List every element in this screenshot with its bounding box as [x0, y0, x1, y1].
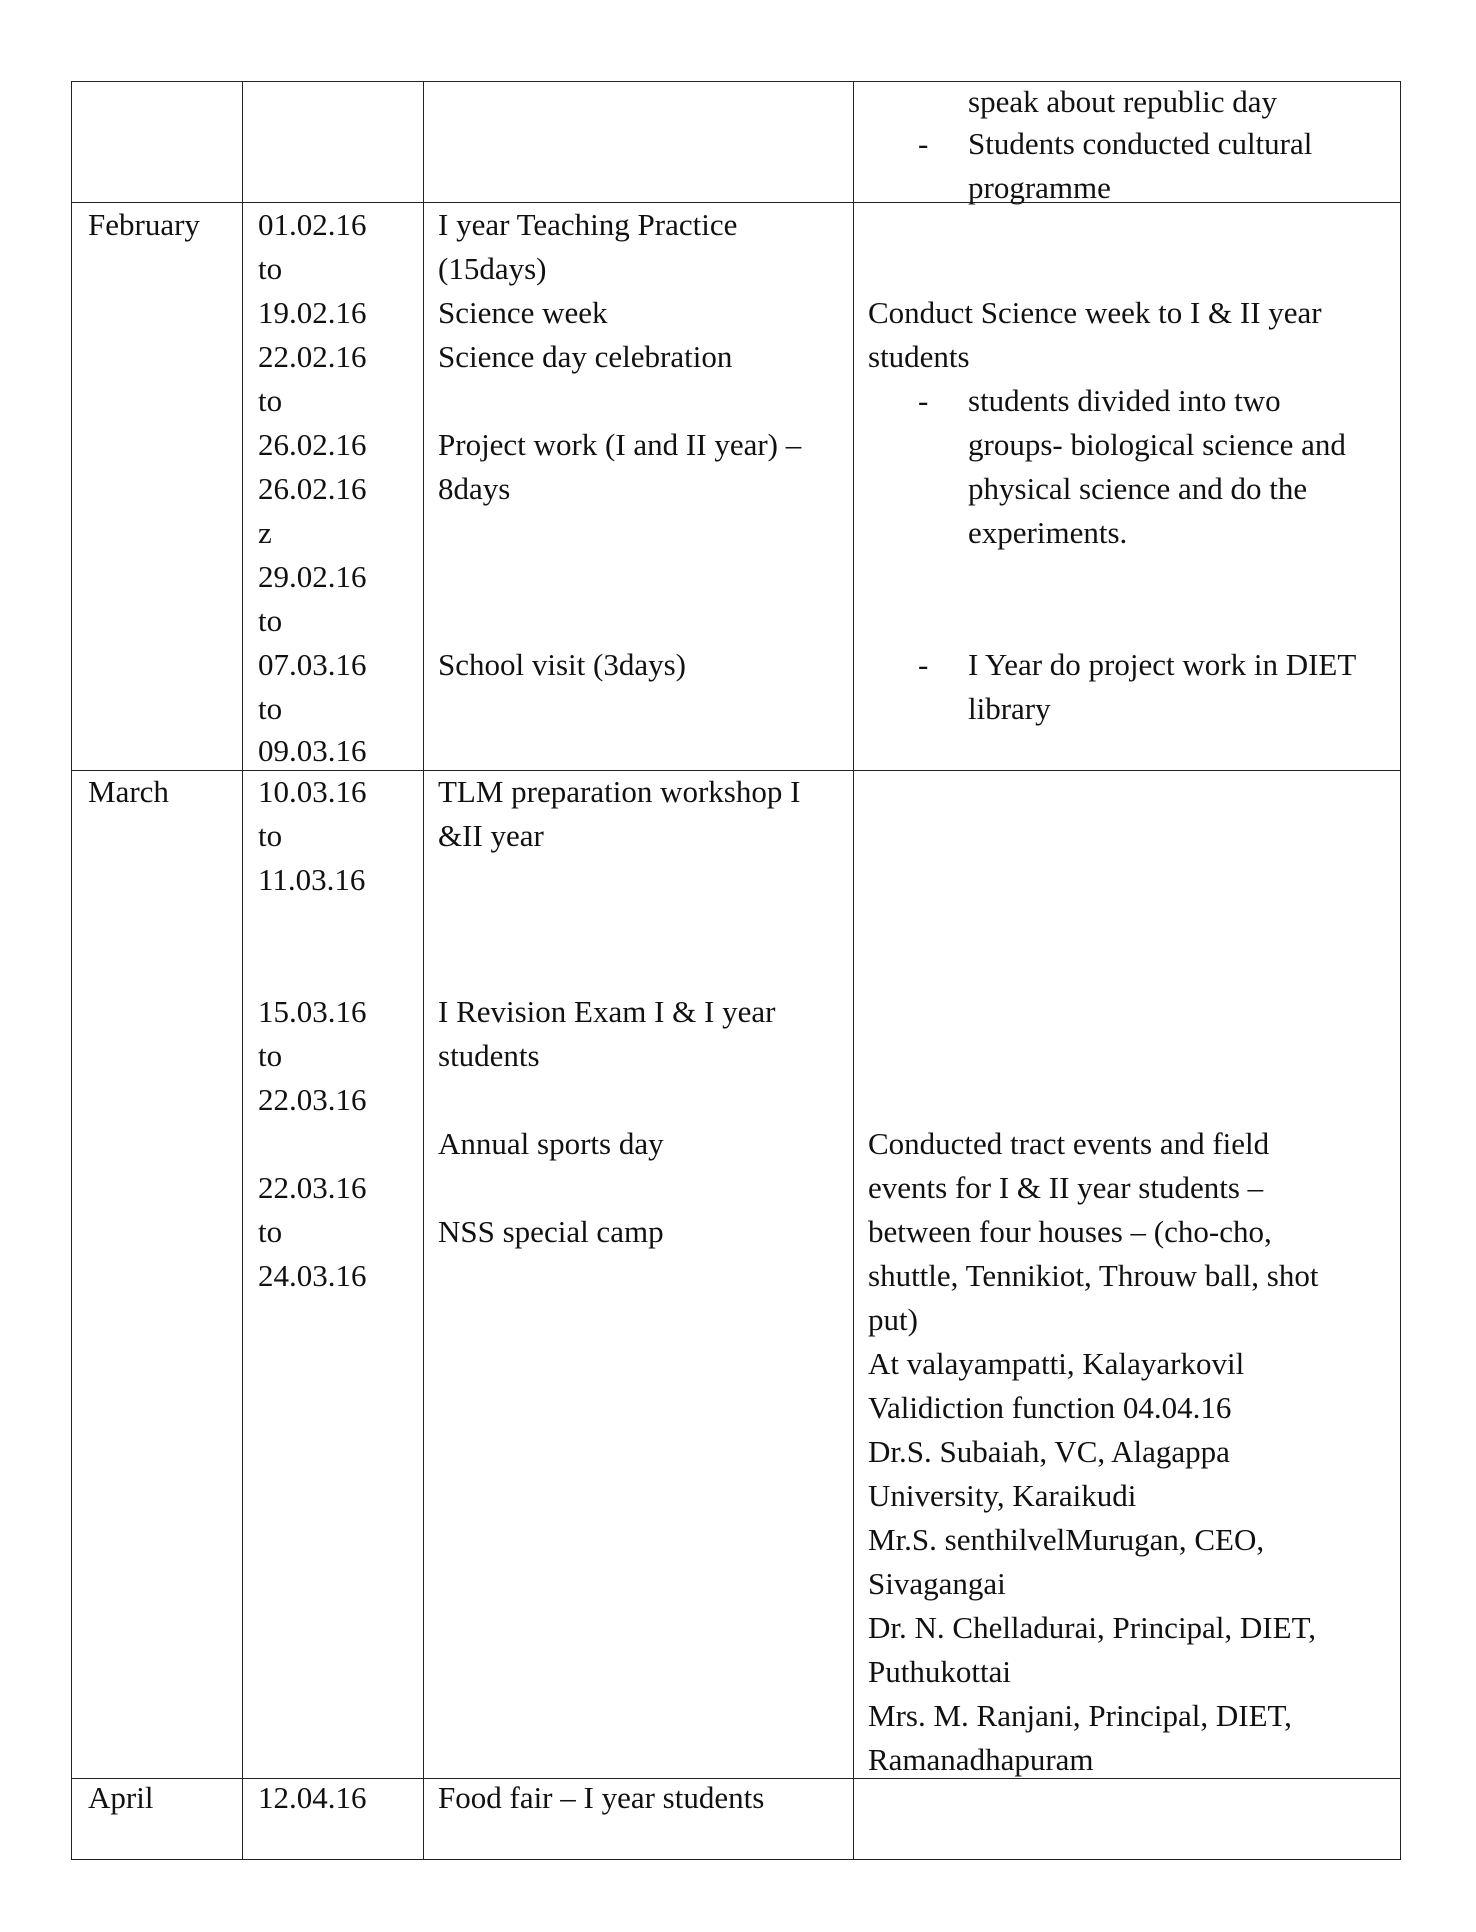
remark-line: put): [868, 1302, 918, 1337]
bullet-dash: -: [918, 383, 929, 418]
activity-line: 8days: [438, 471, 511, 506]
activity-line: Science day celebration: [438, 339, 733, 374]
remark-line: experiments.: [968, 515, 1128, 550]
remark-line: Validiction function 04.04.16: [868, 1390, 1232, 1425]
activity-line: Project work (I and II year) –: [438, 427, 802, 462]
remark-line: University, Karaikudi: [868, 1478, 1137, 1513]
remark-line: At valayampatti, Kalayarkovil: [868, 1346, 1245, 1381]
remark-line: library: [968, 691, 1051, 726]
bullet-dash: -: [918, 126, 929, 161]
activity-line: (15days): [438, 251, 547, 286]
column-divider: [423, 82, 424, 1859]
remark-line: programme: [968, 170, 1111, 205]
remark-line: students divided into two: [968, 383, 1281, 418]
bullet-dash: -: [918, 647, 929, 682]
remark-line: groups- biological science and: [968, 427, 1346, 462]
date-line: 11.03.16: [258, 862, 366, 897]
remark-line: Students conducted cultural: [968, 126, 1313, 161]
activity-line: &II year: [438, 818, 544, 853]
activity-line: NSS special camp: [438, 1214, 664, 1249]
remark-line: Puthukottai: [868, 1654, 1011, 1689]
activity-line: students: [438, 1038, 540, 1073]
activity-line: School visit (3days): [438, 647, 686, 682]
date-line: to: [258, 818, 283, 853]
activity-line: I Revision Exam I & I year: [438, 994, 776, 1029]
date-line: 22.03.16: [258, 1082, 367, 1117]
date-line: to: [258, 691, 283, 726]
remark-line: Mr.S. senthilvelMurugan, CEO,: [868, 1522, 1265, 1557]
remark-line: Sivagangai: [868, 1566, 1006, 1601]
month-april: April: [88, 1780, 154, 1815]
date-line: 10.03.16: [258, 774, 367, 809]
date-line: 01.02.16: [258, 207, 367, 242]
remark-line: students: [868, 339, 970, 374]
date-line: 09.03.16: [258, 733, 367, 768]
date-line: 07.03.16: [258, 647, 367, 682]
date-line: to: [258, 251, 283, 286]
activity-line: Science week: [438, 295, 608, 330]
activity-line: Food fair – I year students: [438, 1780, 765, 1815]
remark-line: Ramanadhapuram: [868, 1742, 1094, 1777]
remark-line: Dr.S. Subaiah, VC, Alagappa: [868, 1434, 1230, 1469]
date-line: 12.04.16: [258, 1780, 367, 1815]
date-line: z: [258, 515, 272, 550]
remark-line: physical science and do the: [968, 471, 1308, 506]
activity-line: TLM preparation workshop I: [438, 774, 801, 809]
date-line: 26.02.16: [258, 471, 367, 506]
date-line: to: [258, 1038, 283, 1073]
remark-line: events for I & II year students –: [868, 1170, 1264, 1205]
date-line: 22.03.16: [258, 1170, 367, 1205]
column-divider: [853, 82, 854, 1859]
date-line: to: [258, 383, 283, 418]
activity-line: I year Teaching Practice: [438, 207, 738, 242]
date-line: 22.02.16: [258, 339, 367, 374]
remark-line: Conduct Science week to I & II year: [868, 295, 1322, 330]
remark-line: shuttle, Tennikiot, Throuw ball, shot: [868, 1258, 1319, 1293]
month-march: March: [88, 774, 169, 809]
remark-line: speak about republic day: [968, 84, 1278, 119]
date-line: 24.03.16: [258, 1258, 367, 1293]
date-line: 29.02.16: [258, 559, 367, 594]
remark-line: between four houses – (cho-cho,: [868, 1214, 1272, 1249]
date-line: to: [258, 1214, 283, 1249]
remark-line: Mrs. M. Ranjani, Principal, DIET,: [868, 1698, 1292, 1733]
date-line: 19.02.16: [258, 295, 367, 330]
column-divider: [242, 82, 243, 1859]
remark-line: Dr. N. Chelladurai, Principal, DIET,: [868, 1610, 1316, 1645]
month-february: February: [88, 207, 200, 242]
date-line: to: [258, 603, 283, 638]
date-line: 15.03.16: [258, 994, 367, 1029]
date-line: 26.02.16: [258, 427, 367, 462]
remark-line: I Year do project work in DIET: [968, 647, 1357, 682]
remark-line: Conducted tract events and field: [868, 1126, 1270, 1161]
activity-line: Annual sports day: [438, 1126, 664, 1161]
